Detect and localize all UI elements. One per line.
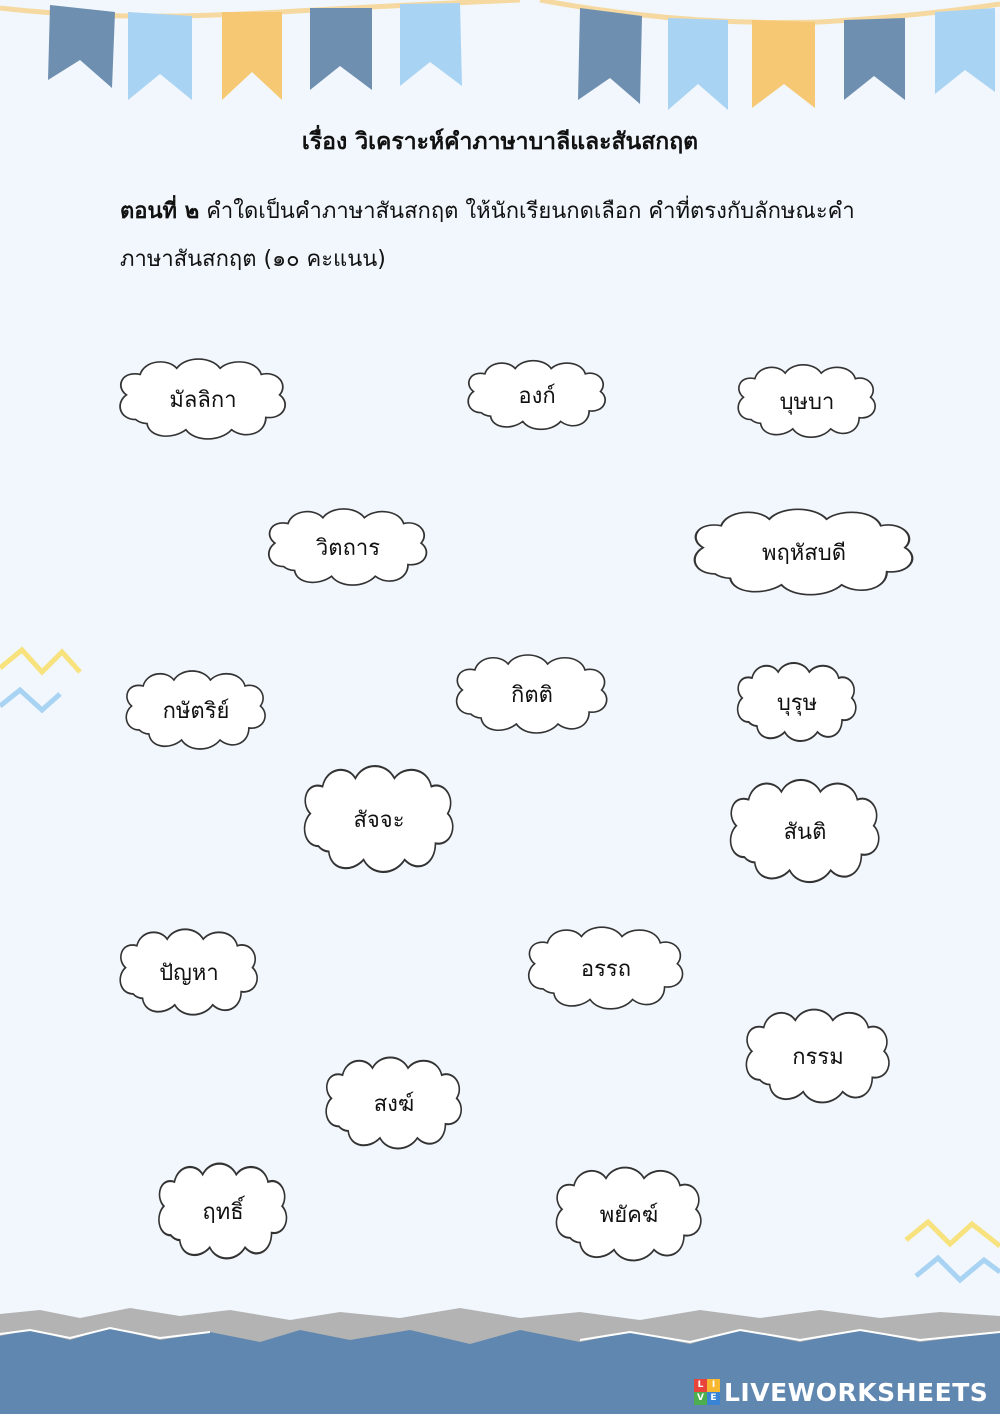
flag-7 [668,18,728,110]
word-cloud-option[interactable] [115,356,291,442]
flag-2 [128,12,192,100]
liveworksheets-logo-icon: L I V E [694,1379,720,1405]
word-cloud-option[interactable] [734,362,880,440]
flag-1 [48,5,115,88]
cloud-word: กิตติ [511,682,553,708]
cloud-word: วิตถาร [315,535,381,561]
word-cloud-option[interactable] [116,926,262,1018]
word-cloud-option[interactable] [452,652,612,736]
cloud-word: พฤหัสบดี [761,540,846,566]
flag-10 [935,8,995,94]
word-cloud-option[interactable] [322,1054,466,1152]
word-cloud-option[interactable] [742,1006,894,1106]
word-cloud-option[interactable] [552,1164,706,1264]
cloud-word: องก์ [518,383,556,409]
word-cloud-option[interactable] [300,762,458,876]
flag-9 [844,18,905,100]
instruction-text [120,188,900,284]
worksheet-title: เรื่อง วิเคราะห์คำภาษาบาลีและสันสกฤต [301,129,699,155]
cloud-word: กรรม [792,1044,844,1070]
cloud-word: ฤทธิ์ [202,1199,244,1225]
word-cloud-option[interactable] [264,506,432,588]
instruction-label: ตอนที่ ๒ [120,199,200,224]
flag-3 [222,12,282,100]
cloud-word: สงฆ์ [373,1091,415,1117]
instruction-body: คำใดเป็นคำภาษาสันสกฤต ให้นักเรียนกดเลือก คำที่ตรงกับลักษณะคำภาษาสันสกฤต (๑๐ คะแนน) [120,199,855,272]
word-cloud-option[interactable] [155,1160,291,1262]
word-cloud-option[interactable] [524,924,688,1012]
cloud-word: กษัตริย์ [162,698,230,724]
word-cloud-option[interactable] [734,660,860,744]
cloud-word: ปัญหา [159,960,219,986]
word-cloud-option[interactable] [726,776,884,886]
cloud-word: อรรถ [580,956,632,982]
brand-text: LIVEWORKSHEETS [724,1377,989,1407]
flag-4 [310,8,372,90]
liveworksheets-brand [694,1376,988,1408]
cloud-word: สันติ [783,819,827,845]
word-cloud-option[interactable] [122,668,270,752]
cloud-word: บุษบา [779,389,835,415]
cloud-word: สัจจะ [353,807,405,833]
cloud-word: บุรุษ [776,690,818,716]
word-cloud-option[interactable] [464,358,610,432]
cloud-word: พยัคฆ์ [599,1202,659,1228]
word-cloud-option[interactable] [688,506,920,598]
flag-8 [752,20,815,108]
bunting-decoration [0,0,1000,130]
flag-5 [400,3,462,86]
cloud-word: มัลลิกา [169,387,237,413]
flag-6 [578,8,642,104]
